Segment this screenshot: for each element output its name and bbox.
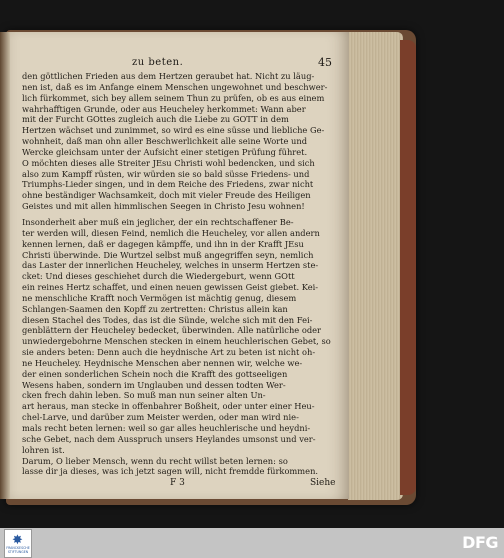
- star-icon: ✸: [12, 533, 23, 548]
- text-line: Wesens haben, sondern im Unglauben und dessen todten Wer-: [22, 379, 286, 390]
- text-line: Schlangen-Saamen den Kopff zu zertretten: Christus allein kan: [22, 303, 288, 314]
- text-line: lich fürkommet, sich bey allem seinem Thun zu prüfen, ob es aus einem: [22, 92, 325, 103]
- text-line: das Laster der innerlichen Heucheley, welches in unserm Hertzen ste-: [22, 260, 319, 271]
- text-line: Geistes und mit allen himmlischen Seegen in Christo Jesu wohnen!: [22, 201, 305, 212]
- text-line: mit der Furcht GOttes zugleich auch die Liebe zu GOTT in dem: [22, 114, 289, 125]
- catchword: Siehe: [310, 478, 336, 488]
- text-line: chel-Larve, und darüber zum Meister werden, oder man wird nie-: [22, 412, 299, 423]
- page-text: [22, 71, 342, 477]
- text-line: Triumphs-Lieder singen, und in dem Reiche des Friedens, zwar nicht: [22, 179, 314, 190]
- logo-text: FRANCKESCHE STIFTUNGEN: [6, 546, 30, 554]
- text-line: ne Heucheley. Heydnische Menschen aber nennen wir, welche we-: [22, 357, 303, 368]
- text-line: wahrhafftigen Grunde, oder aus Heucheley herkommet: Wann aber: [22, 103, 306, 114]
- text-line: ohne beständiger Wachsamkeit, doch mit vieler Freude des Heiligen: [22, 190, 311, 201]
- text-line: der einen sonderlichen Schein noch die Krafft des gottseeligen: [22, 368, 288, 379]
- page-edges: [348, 32, 403, 500]
- text-line: diesen Stachel des Todes, das ist die Sünde, welche sich mit den Fei-: [22, 314, 313, 325]
- text-line: art heraus, man stecke in offenbahrer Boßheit, oder unter einer Heu-: [22, 401, 315, 412]
- text-line: Darum, O lieber Mensch, wenn du recht willst beten lernen: so: [22, 455, 288, 466]
- page-number: 45: [318, 56, 332, 69]
- text-line: wohnheit, daß man ohn aller Beschwerlichkeit alle seine Worte und: [22, 136, 308, 147]
- text-line: lohren ist.: [22, 444, 65, 455]
- page-gutter: [0, 32, 10, 499]
- text-line: den göttlichen Frieden aus dem Hertzen geraubet hat. Nicht zu läug-: [22, 71, 315, 81]
- text-line: also zum Kampff rüsten, wir würden sie so bald süsse Friedens- und: [22, 168, 310, 179]
- text-line: cket: Und dieses geschiehet durch die Wiedergeburt, wenn GOtt: [22, 271, 295, 282]
- text-line: nen ist, daß es im Anfange einem Menschen ungewohnet und beschwer-: [22, 81, 328, 92]
- text-line: kennen lernen, daß er dagegen kämpffe, und ihn in der Krafft JEsu: [22, 238, 304, 249]
- running-title: zu beten.: [132, 57, 184, 68]
- text-line: ein reines Hertz schaffet, und einen neuen gewissen Geist giebet. Kei-: [22, 282, 319, 293]
- text-line: sie anders beten: Denn auch die heydnische Art zu beten ist nicht oh-: [22, 347, 316, 358]
- book-spine-edge: [400, 40, 416, 495]
- dfg-logo[interactable]: DFG: [462, 533, 498, 552]
- text-line: Hertzen wächset und zunimmet, so wird es eine süsse und liebliche Ge-: [22, 125, 325, 136]
- text-line: cken frech dahin leben. So muß man nun seiner alten Un-: [22, 390, 266, 401]
- text-line: lasse dir ja dieses, was ich jetzt sagen will, nicht fremdde fürkommen.: [22, 466, 319, 477]
- text-line: mals recht beten lernen: weil so gar alles heuchlerische und heydni-: [22, 423, 311, 433]
- text-line: unwiedergebohrne Menschen stecken in einem heuchlerischen Gebet, so: [22, 336, 331, 347]
- text-line: ne menschliche Krafft noch Vermögen ist mächtig genug, diesem: [22, 292, 297, 303]
- signature-mark: F 3: [170, 478, 185, 488]
- text-line: O möchten dieses alle Streiter JEsu Christi wohl bedencken, und sich: [22, 157, 315, 168]
- text-line: sche Gebet, nach dem Ausspruch unsers Heylandes umsonst und ver-: [22, 433, 316, 444]
- text-line: Christi überwinde. Die Wurtzel selbst muß angegriffen seyn, nemlich: [22, 249, 314, 260]
- text-line: genblättern der Heucheley bedecket, überwinden. Alle natürliche oder: [22, 325, 322, 336]
- text-line: ter werden will, diesen Feind, nemlich die Heucheley, vor allen andern: [22, 227, 320, 238]
- text-line: Wercke gleichsam unter der Aufsicht einer stetigen Prüfung führet.: [22, 146, 308, 157]
- franckesche-stiftungen-logo[interactable]: [4, 529, 32, 558]
- text-line: Insonderheit aber muß ein jeglicher, der ein rechtschaffener Be-: [22, 216, 294, 227]
- viewer-footer-bar: [0, 528, 504, 558]
